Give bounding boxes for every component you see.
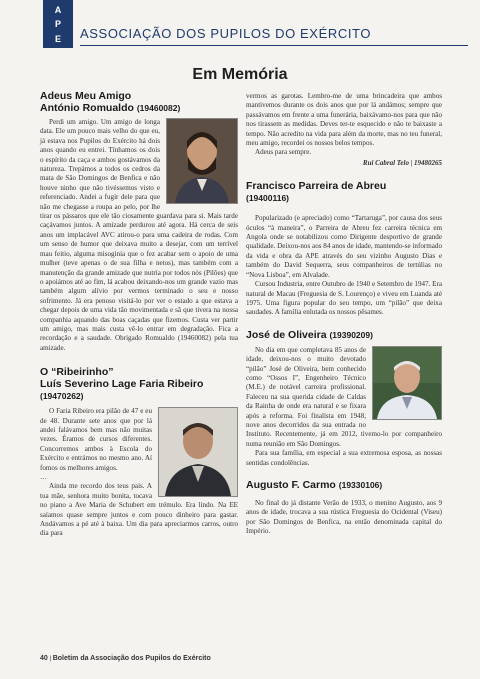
- article-ellipsis: …: [40, 473, 48, 481]
- article-paragraph: Cursou Industria, entre Outubro de 1940 e Setembro de 1947. Era natural de Macau (Freguesia de S. Lourenço) e viveu em Luanda até 1975. Uma figura popular do seu tempo, um “pilão” que deixa saudades. A família enlutada os nossos pêsames.: [246, 280, 442, 317]
- article-heading: O “Ribeirinho”: [40, 366, 114, 379]
- article-paragraph: Ainda me recordo dos teus pais. A tua mãe, senhora muito bonita, tocava no piano a Ave Maria de Schubert em trémulo. Era lindo. Na EE saíamos quase sempre juntos e com pouco dinheiro para gastar. Andávamos a pé até à baixa. Um dia para apreciarmos carros, outro dia para: [40, 482, 238, 538]
- publication-name: Boletim da Associação dos Pupilos do Exército: [52, 655, 211, 662]
- article-paragraph: Perdi um amigo. Um amigo de longa data. Ele um pouco mais velho do que eu, já estava nos Pupilos do Exército há dois anos quando eu entrei. Tínhamos os dois o espírito da caça e ambos gostávamos da natureza. Trepámos a todos os cedros da mata de São Domingos de Benfica e não houve ninho que não tivéssemos visto e referenciado. Andei a fugir dele para que não me chegasse a roupa ao pelo, por lhe tirar os pássaros que ele tão ciosamente guardava para si. Mais tarde caçávamos juntos. A amizade perdurou até agora. Há cerca de seis anos um implacável AVC atirou-o para uma cadeira de rodas. Com um senso de humor que deixava muito a desejar, com um terrível mau feitio, alguma misoginia que o fez acabar sem o apoio de uma mulher (teve apenas o de sua filha e netos), mas também com a manutenção da grande amizade que nutria por todos nós (Pilões) que o apoiámos até ao fim, lá acabou deixando-nos um grande vazio mas também algum alívio por vermos terminado o seu e nosso sofrimento. Já era penoso visitá-lo por ver o estado a que estava a chegar depois de uma vida tão movimentada e sã que tivera na nossa companhia aquando das boas caçadas que fizemos. Custa ver partir um amigo, mas mais custa vê-lo entrar em degradação. Fica a recordação e a saudade. Obrigado Romualdo (19460082) pela tua amizade.: [40, 118, 238, 352]
- logo-letter-p: P: [54, 19, 61, 29]
- article-heading: Adeus Meu Amigo: [40, 90, 132, 102]
- article-person: Francisco Parreira de Abreu: [246, 180, 387, 193]
- article-code: (19390209): [329, 329, 373, 340]
- article-code: (19330106): [338, 480, 383, 490]
- section-title: Em Memória: [192, 66, 288, 83]
- article-title: [246, 180, 442, 204]
- logo-letter-e: E: [54, 33, 61, 44]
- article-title: [246, 329, 442, 341]
- article-parreira: [246, 180, 442, 317]
- article-ribeiro: [40, 366, 238, 539]
- article-romualdo-continued: [246, 92, 442, 168]
- article-oliveira: [246, 329, 442, 468]
- ape-logo: [43, 0, 73, 48]
- article-code: (19460082): [136, 103, 181, 113]
- article-person: Luís Severino Lage Faria Ribeiro: [40, 378, 204, 391]
- article-paragraph: No final do já distante Verão de 1933, o menino Augusto, aos 9 anos de idade, trocava a sua rústica Freguesia do Ocidental (Viseu) por São Domingos de Benfica, na então denominada capital do Império.: [246, 499, 442, 536]
- article-code: (19470262): [40, 391, 84, 402]
- article-byline: Rui Cabral Telo | 19480265: [362, 158, 442, 167]
- article-paragraph: Adeus para sempre.: [255, 148, 312, 157]
- header-divider: [80, 45, 468, 46]
- article-paragraph: Para sua família, em especial a sua extremosa esposa, as nossas sentidas condolências.: [246, 449, 442, 467]
- article-paragraph: vermos as garotas. Lembro-me de uma brincadeira que ambos mantivemos durante os dois anos que por lá andámos; sempre que passávamos em frente a uma funerária, baixávamo-nos para que não nos tirassem as medidas. Deves ter-te esquecido e não te baixaste a tempo. Não acredito na vida para além da morte, mas no teu funeral, meu amigo, recordei os nossos belos tempos.: [246, 92, 442, 148]
- article-title: [246, 479, 442, 491]
- page-number: 40: [40, 655, 48, 662]
- page-footer: [40, 655, 440, 662]
- right-column: [246, 92, 442, 537]
- logo-letter-a: A: [54, 4, 62, 15]
- article-carmo: [246, 479, 442, 537]
- article-title: [40, 90, 238, 114]
- article-title: [40, 366, 238, 402]
- article-person: Augusto F. Carmo: [246, 479, 336, 491]
- portrait-photo: [372, 346, 442, 420]
- article-paragraph: O Faria Ribeiro era pilão de 47 e eu de 48. Durante sete anos que por lá andei falávamos bem mas não muitas vezes. Éramos de cursos diferentes. Concorremos ambos à Escola do Exército e entrámos no mesmo ano. Aí fomos os melhores amigos.: [40, 407, 152, 472]
- article-paragraph: No dia em que completava 85 anos de idade, deixou-nos o muito devotado “pilão” José de Oliveira, bem conhecido como “Ossos I”, Engenheiro Técnico (M.E.) de notável carreira profissional. Faleceu na sua querida cidade de Caldas da Rainha de onde era natural e se fixara após a reforma. Foi finalista em 1948, nove anos decorridos da sua entrada no Instituto. Recentemente, já em 2012, tivemo-lo por companheiro numa reunião em São Domingos.: [246, 345, 442, 448]
- article-paragraph: Popularizado (e apreciado) como “Tartaruga”, por causa dos seus óculos “à maneira”, o Parreira de Abreu fez carreira técnica em Angola onde se notabilizou como Dirigente desportivo de grande qualidade. Deixou-nos aos 84 anos de idade, mantendo-se informado da vida e obra da APE através do seu vizinho Augusto Dias e também do David Sequerra, seus companheiros de tertúlias no “Nova Lisboa”, em Alvalade.: [246, 214, 442, 279]
- association-title: ASSOCIAÇÃO DOS PUPILOS DO EXÉRCITO: [80, 26, 372, 41]
- footer-separator: |: [49, 656, 52, 662]
- page-header: [0, 0, 480, 48]
- portrait-photo: [166, 118, 238, 204]
- article-code: (19400116): [246, 193, 290, 204]
- left-column: [40, 90, 238, 539]
- article-person: José de Oliveira: [246, 328, 327, 341]
- article-romualdo: [40, 90, 238, 353]
- article-person: António Romualdo: [40, 102, 134, 114]
- portrait-photo: [158, 407, 238, 497]
